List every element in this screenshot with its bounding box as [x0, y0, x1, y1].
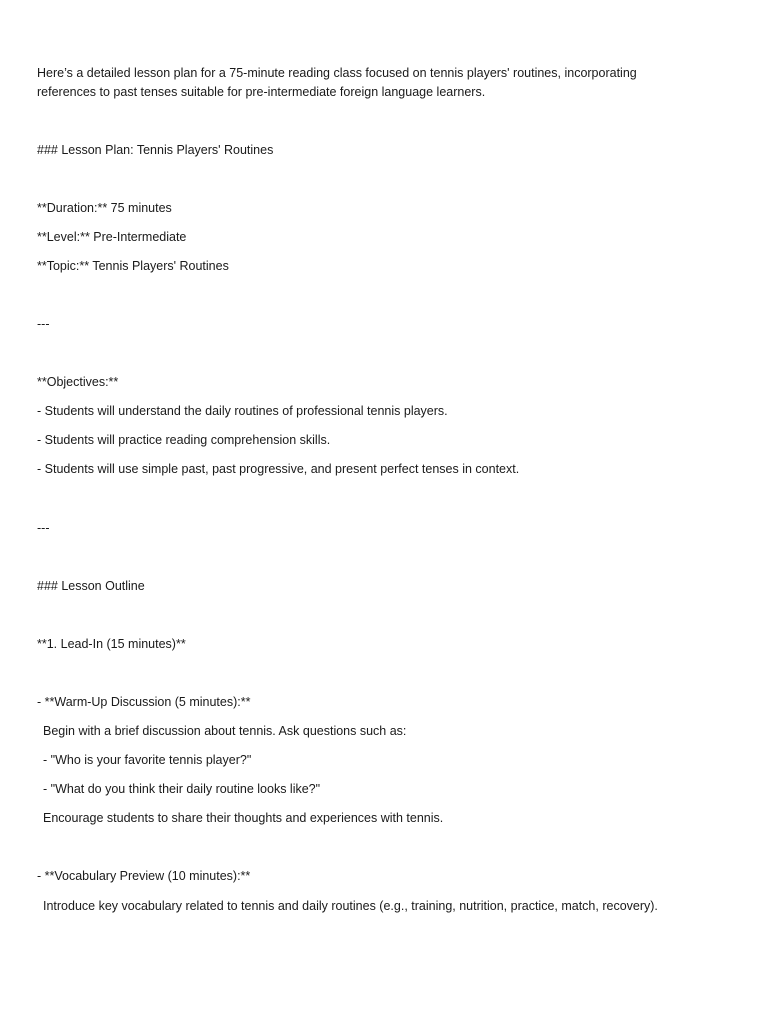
objectives-heading: **Objectives:** — [37, 375, 119, 389]
warm-up-question: - "What do you think their daily routine looks like?" — [43, 782, 321, 796]
vocab-heading: - **Vocabulary Preview (10 minutes):** — [37, 869, 251, 883]
warm-up-heading: - **Warm-Up Discussion (5 minutes):** — [37, 695, 251, 709]
outline-heading: ### Lesson Outline — [37, 579, 145, 593]
duration-line: **Duration:** 75 minutes — [37, 201, 172, 215]
separator-1: --- — [37, 317, 50, 331]
warm-up-closing: Encourage students to share their thoughts and experiences with tennis. — [43, 811, 444, 825]
separator-2: --- — [37, 521, 50, 535]
intro-line-1: Here’s a detailed lesson plan for a 75-minute reading class focused on tennis players' routines, incorporating — [37, 66, 637, 80]
topic-line: **Topic:** Tennis Players' Routines — [37, 259, 229, 273]
objective-item: - Students will understand the daily routines of professional tennis players. — [37, 404, 448, 418]
warm-up-intro: Begin with a brief discussion about tennis. Ask questions such as: — [43, 724, 407, 738]
lead-in-heading: **1. Lead-In (15 minutes)** — [37, 637, 186, 651]
lesson-plan-heading: ### Lesson Plan: Tennis Players' Routines — [37, 143, 274, 157]
level-line: **Level:** Pre-Intermediate — [37, 230, 187, 244]
objective-item: - Students will use simple past, past progressive, and present perfect tenses in context. — [37, 462, 520, 476]
objective-item: - Students will practice reading comprehension skills. — [37, 433, 331, 447]
vocab-text: Introduce key vocabulary related to tennis and daily routines (e.g., training, nutrition, practice, match, recovery). — [43, 899, 658, 913]
warm-up-question: - "Who is your favorite tennis player?" — [43, 753, 252, 767]
intro-line-2: references to past tenses suitable for pre-intermediate foreign language learners. — [37, 85, 486, 99]
